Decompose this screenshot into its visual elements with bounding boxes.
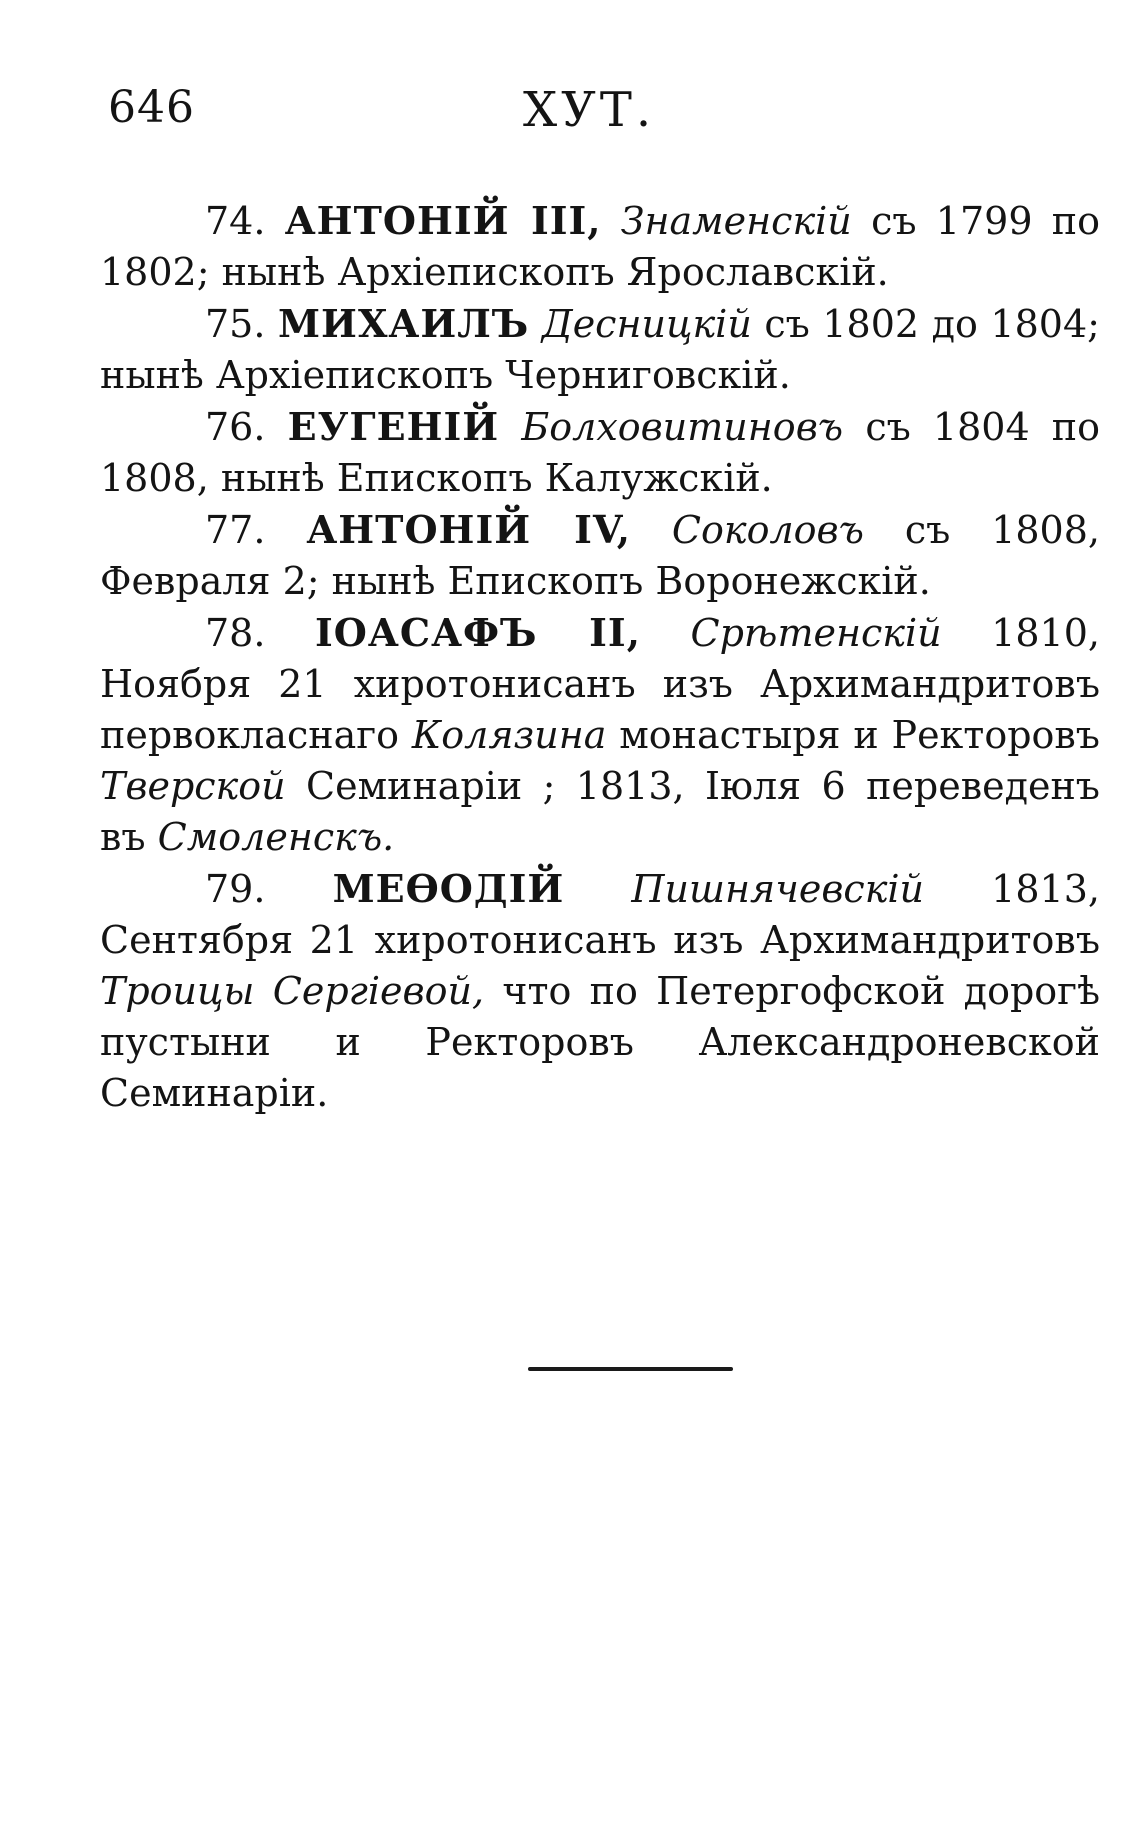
entry-surname: Пишнячевскій — [631, 867, 925, 911]
entry-surname: Знаменскій — [620, 199, 852, 243]
entry-text: съ 1808, Февраля 2; нынѣ Епископъ Воронежскій. — [100, 508, 1100, 603]
entry-77 — [100, 504, 1100, 607]
page-header — [108, 82, 1098, 152]
entry-number: 79. — [205, 867, 266, 911]
entry-surname: Срѣтенскій — [690, 611, 942, 655]
entry-number: 74. — [205, 199, 266, 243]
entry-name: АНТОНІЙ III, — [284, 198, 602, 243]
entry-text: съ 1802 до 1804; нынѣ Архіепископъ Черниговскій. — [100, 302, 1100, 397]
entry-text: съ 1799 по 1802; нынѣ Архіепископъ Ярославскій. — [100, 199, 1100, 294]
entry-number: 75. — [205, 302, 266, 346]
entry-italic-name: Смоленскъ. — [157, 815, 395, 859]
entry-75 — [100, 298, 1100, 401]
entry-74 — [100, 195, 1100, 298]
entry-italic-name: Колязина — [411, 713, 607, 757]
entry-name: МИХАИЛЪ — [277, 301, 530, 346]
entry-name: ЕУГЕНІЙ — [287, 404, 500, 449]
entry-surname: Болховитиновъ — [521, 405, 844, 449]
entry-text: 1813, Сентября 21 хиротонисанъ изъ Архимандритовъ — [100, 867, 1100, 962]
entry-76 — [100, 401, 1100, 504]
entry-surname: Соколовъ — [671, 508, 864, 552]
entry-name: ІОАСАФЪ II, — [315, 610, 641, 655]
entry-79 — [100, 863, 1100, 1119]
entry-italic-name: Тверской — [100, 764, 286, 808]
entry-name: АНТОНІЙ IV, — [306, 507, 632, 552]
entry-number: 78. — [205, 611, 266, 655]
entry-78 — [100, 607, 1100, 863]
running-head: ХУТ. — [523, 82, 656, 138]
entry-number: 76. — [205, 405, 266, 449]
entry-text: монастыря и Ректоровъ — [619, 713, 1100, 757]
entry-italic-name: Троицы Сергіевой, — [100, 969, 485, 1013]
entry-text: что по Петергофской дорогѣ пустыни и Ректоровъ Александроневской Семинаріи. — [100, 969, 1100, 1115]
entry-surname: Десницкій — [541, 302, 752, 346]
page-number: 646 — [108, 82, 195, 133]
section-end-rule — [528, 1367, 733, 1371]
body-text — [100, 195, 1100, 1119]
entry-text: Семинаріи ; 1813, Іюля 6 переведенъ въ — [100, 764, 1100, 859]
entry-text: 1810, Ноября 21 хиротонисанъ изъ Архимандритовъ первокласнаго — [100, 611, 1100, 757]
entry-name: МЕѲОДІЙ — [332, 866, 565, 911]
entry-text: съ 1804 по 1808, нынѣ Епископъ Калужскій. — [100, 405, 1100, 500]
entry-number: 77. — [205, 508, 266, 552]
